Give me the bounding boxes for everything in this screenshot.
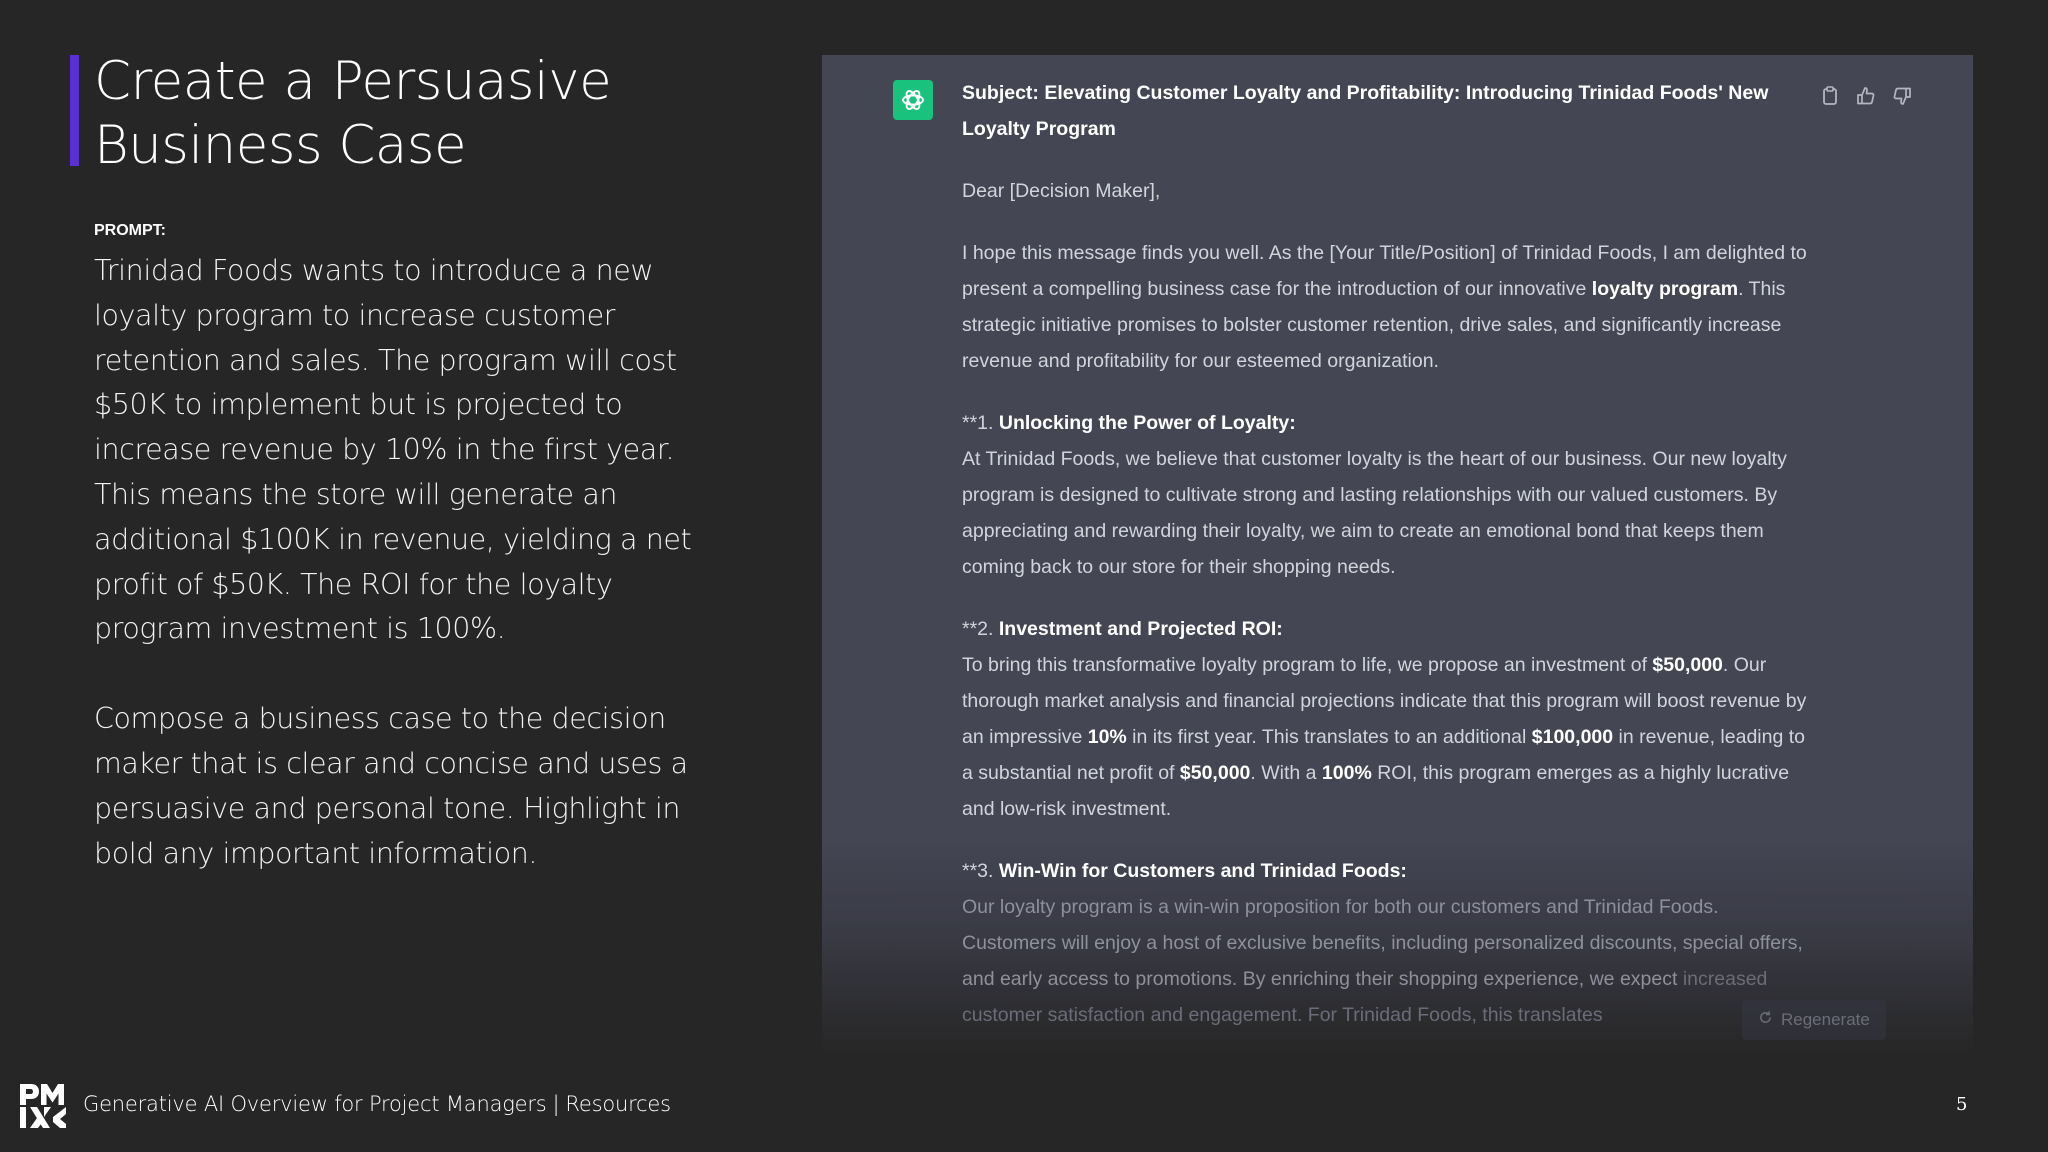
slide-title: Create a Persuasive Business Case <box>94 51 612 176</box>
regenerate-button[interactable] <box>1742 1000 1886 1040</box>
section-name: Resources <box>565 1092 671 1116</box>
investment-amount: $50,000 <box>1652 654 1723 676</box>
title-accent-bar <box>70 55 79 166</box>
section-body: Our loyalty program is a win-win proposition for both our customers and Trinidad Foods. Customers will enjoy a host of exclusive benefits, including personalized discounts, special offers, and early access to promotions. By enriching their shopping experience, we expect <box>962 896 1803 990</box>
prompt-body <box>94 249 704 921</box>
chat-response-panel <box>822 55 1973 1055</box>
section-prefix: **3. <box>962 860 999 882</box>
section-heading: Win-Win for Customers and Trinidad Foods: <box>998 860 1407 882</box>
course-name: Generative AI Overview for Project Managers <box>83 1092 547 1116</box>
footer-course-title <box>83 1092 671 1116</box>
section-body: To bring this transformative loyalty program to life, we propose an investment of <box>962 654 1653 676</box>
section-body: in its first year. This translates to an additional <box>1126 726 1532 748</box>
section-body: . With a <box>1250 762 1322 784</box>
roi-value: 100% <box>1321 762 1372 784</box>
regenerate-label: Regenerate <box>1781 1010 1870 1029</box>
section-body: At Trinidad Foods, we believe that customer loyalty is the heart of our business. Our new loyalty program is designed to cultivate strong and lasting relationships with our valued customers. By appreciating and rewarding their loyalty, we aim to create an emotional bond that keeps them coming back to our store for their shopping needs. <box>962 448 1787 578</box>
footer-separator: | <box>552 1092 560 1116</box>
section-investment <box>962 611 1817 827</box>
revenue-increase: 10% <box>1087 726 1127 748</box>
message-actions <box>1819 85 1913 107</box>
intro-text: I hope this message finds you well. As the [Your Title/Position] of Trinidad Foods, I am delighted to present a compelling business case for the introduction of our innovative <box>962 242 1807 300</box>
chatgpt-logo-icon <box>893 80 933 120</box>
section-body: in revenue, leading to a substantial net profit of <box>962 726 1805 784</box>
email-intro <box>962 235 1817 379</box>
pmi-logo-icon <box>20 1084 66 1128</box>
section-win-win <box>962 853 1817 1033</box>
email-subject: Subject: Elevating Customer Loyalty and Profitability: Introducing Trinidad Foods' New Loyalty Program <box>962 82 1769 140</box>
thumbs-down-icon[interactable] <box>1891 85 1913 107</box>
prompt-label: PROMPT: <box>94 222 166 239</box>
refresh-icon <box>1758 1010 1773 1030</box>
intro-bold: loyalty program <box>1591 278 1739 300</box>
net-profit: $50,000 <box>1179 762 1251 784</box>
section-body-faded: increased customer satisfaction and engagement. For Trinidad Foods, this translates <box>962 968 1768 1026</box>
prompt-paragraph: Compose a business case to the decision maker that is clear and concise and uses a persuasive and personal tone. Highlight in bold any important information. <box>94 702 688 870</box>
page-number: 5 <box>1956 1094 1968 1115</box>
email-greeting: Dear [Decision Maker], <box>962 180 1161 202</box>
section-heading: Investment and Projected ROI: <box>998 618 1283 640</box>
prompt-paragraph: Trinidad Foods wants to introduce a new loyalty program to increase customer retention and sales. The program will cost $50K to implement but is projected to increase revenue by 10% in the first year. This means the store will generate an additional $100K in revenue, yielding a net profit of $50K. The ROI for the loyalty program investment is 100%. <box>94 254 692 646</box>
intro-text-end: . This strategic initiative promises to bolster customer retention, drive sales, and significantly increase revenue and profitability for our esteemed organization. <box>962 278 1786 372</box>
section-prefix: **1. <box>962 412 999 434</box>
chat-message <box>962 75 1817 1055</box>
additional-revenue: $100,000 <box>1531 726 1614 748</box>
thumbs-up-icon[interactable] <box>1855 85 1877 107</box>
copy-icon[interactable] <box>1819 85 1841 107</box>
section-prefix: **2. <box>962 618 999 640</box>
section-loyalty <box>962 405 1817 585</box>
section-body: ROI, this program emerges as a highly lucrative and low-risk investment. <box>962 762 1790 820</box>
section-heading: Unlocking the Power of Loyalty: <box>998 412 1296 434</box>
section-body: . Our thorough market analysis and financial projections indicate that this program will boost revenue by an impressive <box>962 654 1807 748</box>
